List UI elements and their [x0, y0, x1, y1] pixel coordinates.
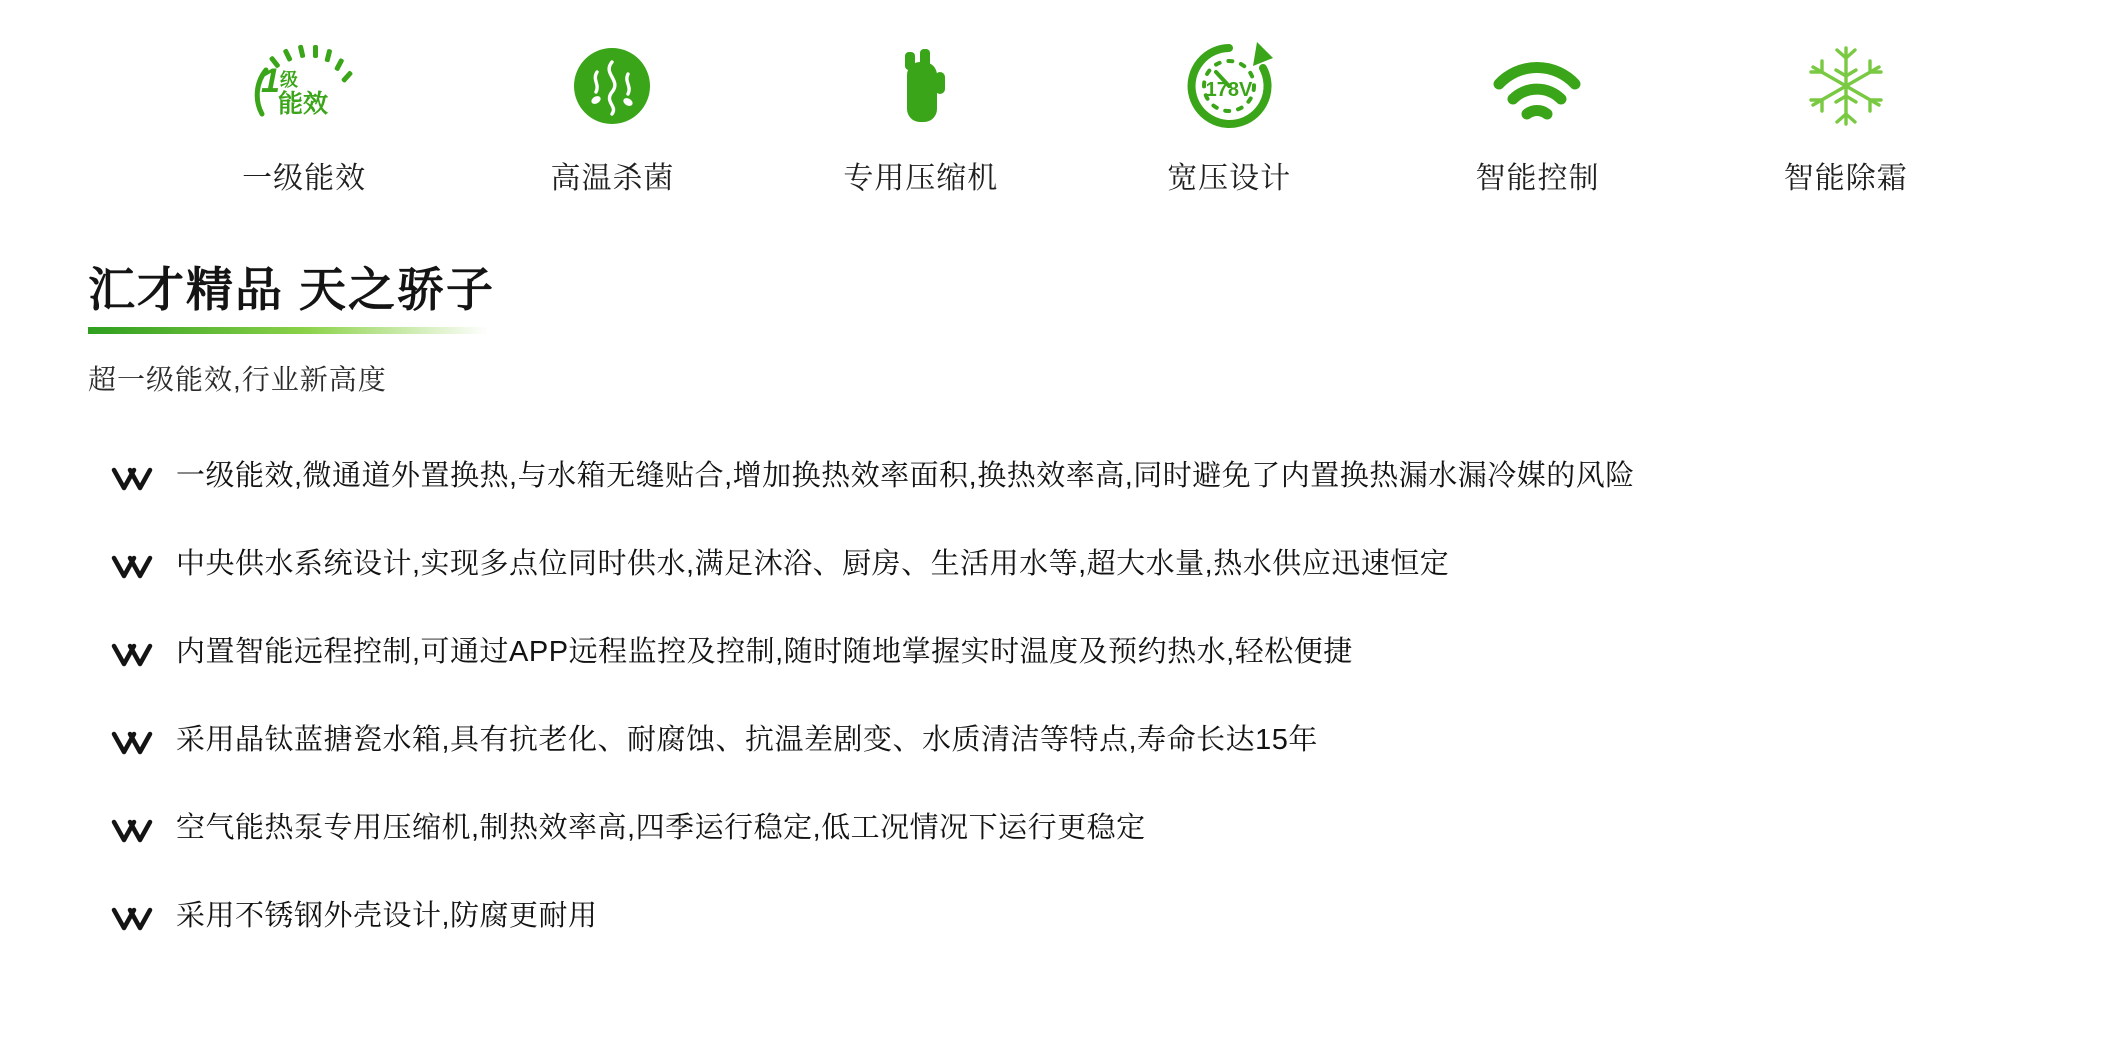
feature-label: 专用压缩机	[843, 162, 999, 195]
page-subtitle: 超一级能效,行业新高度	[88, 363, 387, 395]
smart-control-wifi-icon	[1477, 36, 1597, 140]
feature-item-energy-grade	[150, 36, 458, 194]
double-check-icon	[110, 728, 156, 760]
feature-item-sterilization	[458, 36, 766, 194]
list-item-text: 采用不锈钢外壳设计,防腐更耐用	[176, 899, 598, 932]
feature-label: 智能除霜	[1783, 162, 1908, 195]
feature-label: 智能控制	[1475, 162, 1600, 195]
list-item	[110, 546, 2126, 584]
double-check-icon	[110, 816, 156, 848]
list-item-text: 空气能热泵专用压缩机,制热效率高,四季运行稳定,低工况情况下运行更稳定	[176, 811, 1146, 844]
smart-defrost-snowflake-icon	[1786, 36, 1906, 140]
double-check-icon	[110, 904, 156, 936]
list-item	[110, 898, 2126, 936]
list-item-text: 采用晶钛蓝搪瓷水箱,具有抗老化、耐腐蚀、抗温差剧变、水质清洁等特点,寿命长达15年	[176, 723, 1318, 756]
svg-text:级: 级	[280, 70, 299, 90]
list-item-text: 内置智能远程控制,可通过APP远程监控及控制,随时随地掌握实时温度及预约热水,轻松便捷	[176, 635, 1353, 668]
dedicated-compressor-icon	[861, 36, 981, 140]
list-item-text: 一级能效,微通道外置换热,与水箱无缝贴合,增加换热效率面积,换热效率高,同时避免了内置换热漏水漏冷媒的风险	[176, 459, 1635, 492]
feature-item-compressor	[767, 36, 1075, 194]
feature-item-wide-voltage	[1075, 36, 1383, 194]
energy-grade-1-icon	[244, 36, 364, 140]
feature-item-smart-control	[1383, 36, 1691, 194]
wide-voltage-178v-icon	[1169, 36, 1289, 140]
list-item	[110, 458, 2126, 496]
feature-label: 宽压设计	[1167, 162, 1292, 195]
high-temp-sterilization-icon	[552, 36, 672, 140]
list-item	[110, 634, 2126, 672]
page-title: 汇才精品 天之骄子	[88, 263, 496, 316]
list-item	[110, 722, 2126, 760]
feature-bullet-list	[110, 458, 2126, 936]
svg-text:能效: 能效	[278, 90, 329, 118]
double-check-icon	[110, 552, 156, 584]
list-item	[110, 810, 2126, 848]
feature-strip	[150, 0, 2000, 194]
voltage-badge-label: 178V	[1205, 79, 1253, 101]
feature-item-smart-defrost	[1692, 36, 2000, 194]
double-check-icon	[110, 464, 156, 496]
feature-label: 高温杀菌	[550, 162, 675, 195]
headline-underline-rule	[88, 327, 488, 334]
double-check-icon	[110, 640, 156, 672]
list-item-text: 中央供水系统设计,实现多点位同时供水,满足沐浴、厨房、生活用水等,超大水量,热水供应迅速恒定	[176, 547, 1450, 580]
svg-text:1: 1	[261, 62, 281, 100]
feature-label: 一级能效	[242, 162, 367, 195]
headline-block	[88, 264, 2126, 398]
